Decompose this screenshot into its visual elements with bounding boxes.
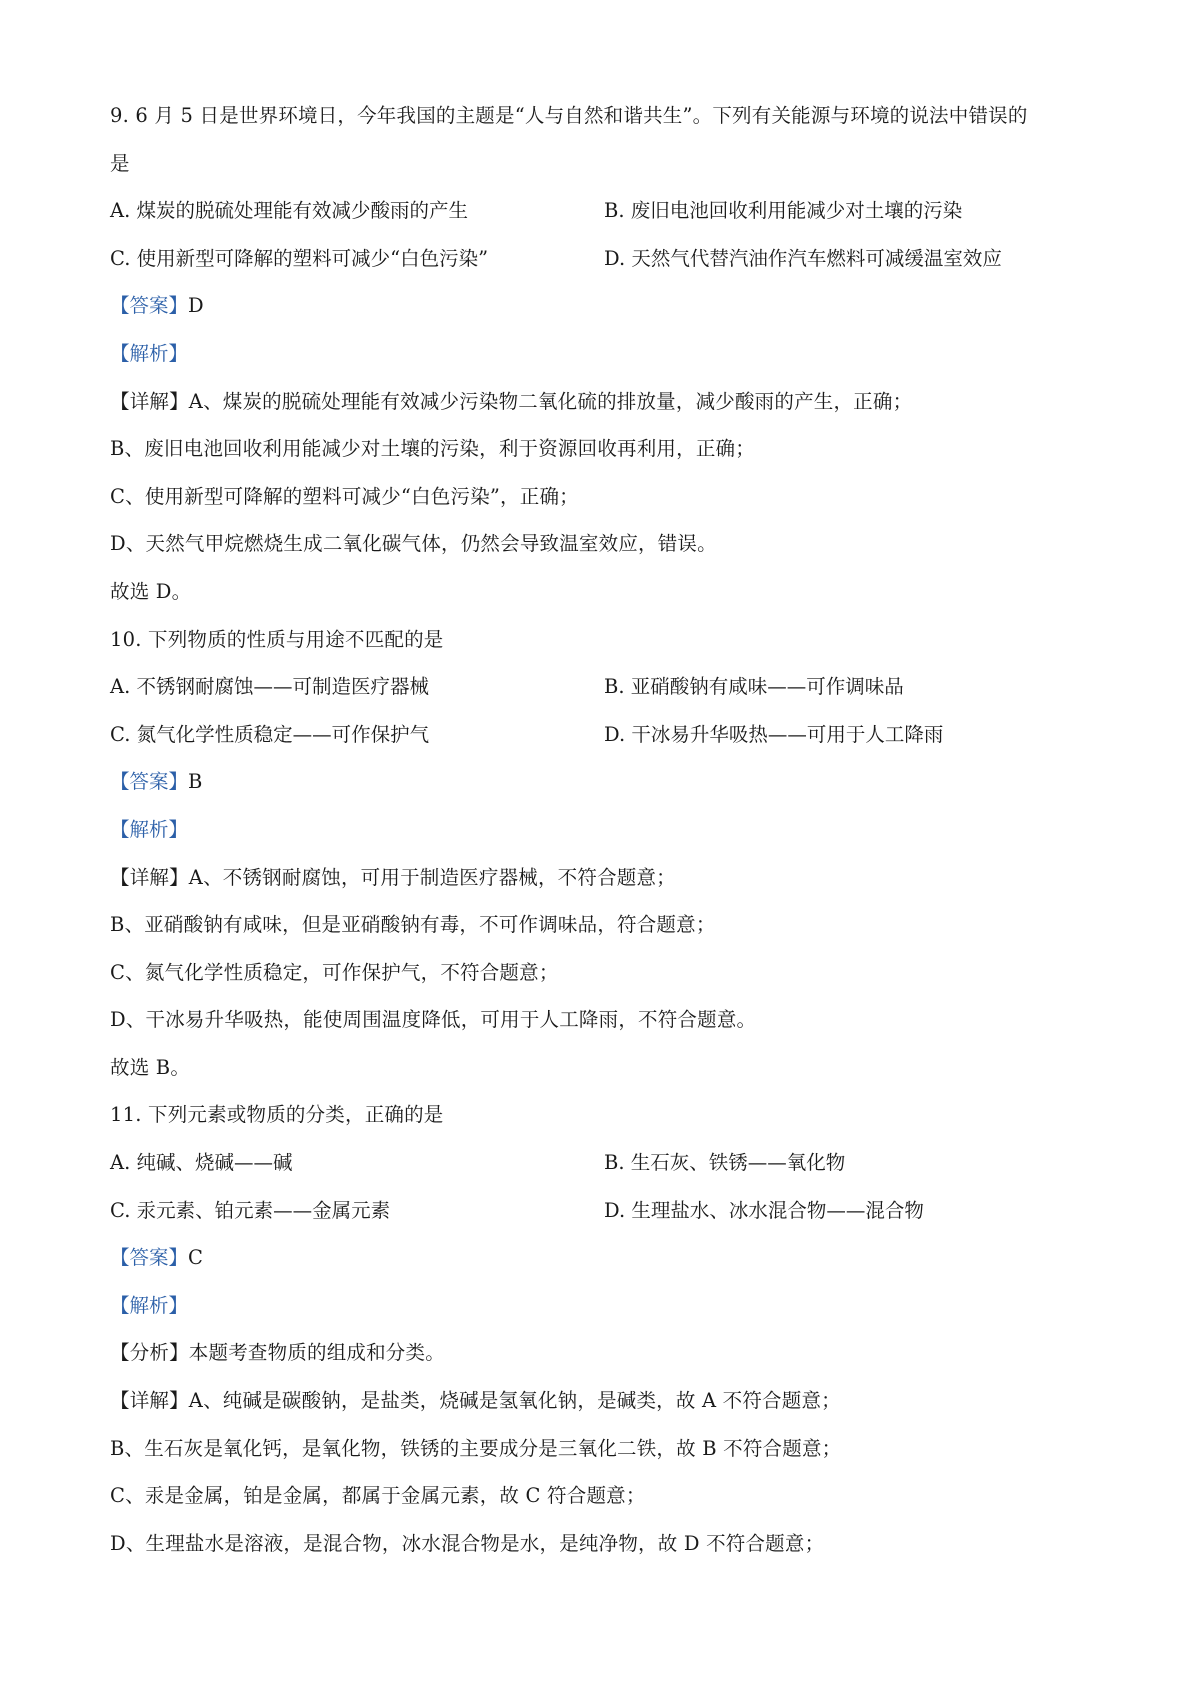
- q11-detail-3: C、汞是金属，铂是金属，都属于金属元素，故 C 符合题意；: [110, 1484, 646, 1508]
- q10-detail-1: 【详解】A、不锈钢耐腐蚀，可用于制造医疗器械，不符合题意；: [110, 865, 676, 889]
- q10-option-c: C. 氮气化学性质稳定——可作保护气: [110, 722, 430, 746]
- q9-option-b: B. 废旧电池回收利用能减少对土壤的污染: [604, 199, 963, 223]
- q11-answer: [110, 1234, 1110, 1282]
- analysis-tag: 【解析】: [110, 341, 189, 365]
- q10-conclusion: 故选 B。: [110, 1055, 191, 1079]
- answer-tag: 【答案】: [110, 770, 189, 794]
- q11-option-a: A. 纯碱、烧碱——碱: [110, 1151, 293, 1175]
- q11-options-row1: [110, 1139, 1110, 1187]
- answer-tag: 【答案】: [110, 1246, 189, 1270]
- q11-detail-2: B、生石灰是氧化钙，是氧化物，铁锈的主要成分是三氧化二铁，故 B 不符合题意；: [110, 1436, 842, 1460]
- q10-answer-value: B: [188, 770, 203, 794]
- answer-tag: 【答案】: [110, 294, 189, 318]
- q9-detail-1: 【详解】A、煤炭的脱硫处理能有效减少污染物二氧化硫的排放量，减少酸雨的产生，正确；: [110, 389, 913, 413]
- q10-option-b: B. 亚硝酸钠有咸味——可作调味品: [604, 675, 904, 699]
- q11-option-c: C. 汞元素、铂元素——金属元素: [110, 1198, 391, 1222]
- q9-answer-value: D: [188, 294, 204, 318]
- q9-stem-line1: 9. 6 月 5 日是世界环境日，今年我国的主题是“人与自然和谐共生”。下列有关能源与环境的说法中错误的: [110, 104, 1028, 127]
- q9-conclusion: 故选 D。: [110, 579, 192, 603]
- q10-analysis: [110, 806, 1110, 854]
- q9-option-a: A. 煤炭的脱硫处理能有效减少酸雨的产生: [110, 199, 468, 223]
- q9-option-d: D. 天然气代替汽油作汽车燃料可减缓温室效应: [604, 246, 1002, 270]
- q11-options-row2: [110, 1187, 1110, 1235]
- q11-stem: 11. 下列元素或物质的分类，正确的是: [110, 1103, 444, 1127]
- q10-option-a: A. 不锈钢耐腐蚀——可制造医疗器械: [110, 675, 429, 699]
- analysis-tag: 【解析】: [110, 817, 189, 841]
- q11-analysis: [110, 1282, 1110, 1330]
- q9-detail-4: D、天然气甲烷燃烧生成二氧化碳气体，仍然会导致温室效应，错误。: [110, 532, 717, 556]
- q11-detail-4: D、生理盐水是溶液，是混合物，冰水混合物是水，是纯净物，故 D 不符合题意；: [110, 1531, 825, 1555]
- q9-answer: [110, 282, 1110, 330]
- q11-option-b: B. 生石灰、铁锈——氧化物: [604, 1151, 846, 1175]
- document-page: [110, 92, 1110, 1567]
- q9-options-row2: [110, 235, 1110, 283]
- q10-detail-4: D、干冰易升华吸热，能使周围温度降低，可用于人工降雨，不符合题意。: [110, 1008, 757, 1032]
- q11-option-d: D. 生理盐水、冰水混合物——混合物: [604, 1198, 924, 1222]
- q10-detail-2: B、亚硝酸钠有咸味，但是亚硝酸钠有毒，不可作调味品，符合题意；: [110, 913, 716, 937]
- q10-option-d: D. 干冰易升华吸热——可用于人工降雨: [604, 722, 944, 746]
- q10-options-row2: [110, 711, 1110, 759]
- q10-detail-3: C、氮气化学性质稳定，可作保护气，不符合题意；: [110, 960, 559, 984]
- q10-answer: [110, 758, 1110, 806]
- q11-detail-1: 【详解】A、纯碱是碳酸钠，是盐类，烧碱是氢氧化钠，是碱类，故 A 不符合题意；: [110, 1389, 841, 1413]
- analysis-tag: 【解析】: [110, 1293, 189, 1317]
- q9-detail-3: C、使用新型可降解的塑料可减少“白色污染”，正确；: [110, 484, 579, 508]
- q11-answer-value: C: [188, 1246, 203, 1270]
- q9-stem-line2: 是: [110, 151, 130, 175]
- q9-detail-2: B、废旧电池回收利用能减少对土壤的污染，利于资源回收再利用，正确；: [110, 437, 755, 461]
- q9-option-c: C. 使用新型可降解的塑料可减少“白色污染”: [110, 246, 489, 270]
- q9-analysis: [110, 330, 1110, 378]
- q11-analysis-note: 【分析】本题考查物质的组成和分类。: [110, 1341, 445, 1365]
- q10-stem: 10. 下列物质的性质与用途不匹配的是: [110, 627, 444, 651]
- q10-options-row1: [110, 663, 1110, 711]
- q9-options-row1: [110, 187, 1110, 235]
